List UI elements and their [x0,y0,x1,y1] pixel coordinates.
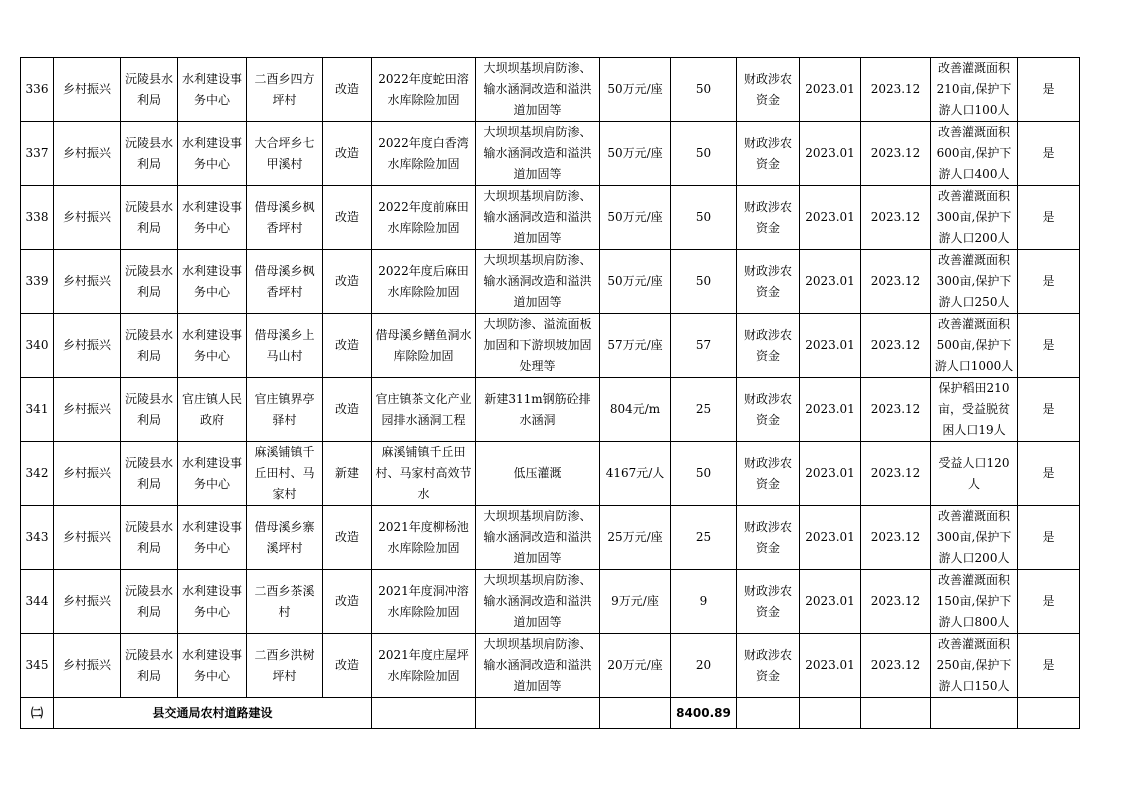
row-number-cell: 343 [21,506,54,570]
benefit-cell: 改善灌溉面积150亩,保护下游人口800人 [931,570,1018,634]
construction-type-cell: 改造 [323,122,372,186]
department-cell: 沅陵县水利局 [121,186,178,250]
fund-amount-cell: 50 [671,58,737,122]
department-cell: 沅陵县水利局 [121,570,178,634]
fund-amount-cell: 50 [671,186,737,250]
implementing-unit-cell: 水利建设事务中心 [178,122,247,186]
row-number-cell: 344 [21,570,54,634]
category-cell: 乡村振兴 [54,506,121,570]
implementing-unit-cell: 官庄镇人民政府 [178,378,247,442]
subsidy-standard-cell: 4167元/人 [600,442,671,506]
fund-amount-cell: 57 [671,314,737,378]
start-date-cell: 2023.01 [800,634,861,698]
section-empty-cell [372,698,476,729]
department-cell: 沅陵县水利局 [121,58,178,122]
implementing-unit-cell: 水利建设事务中心 [178,58,247,122]
table-row [21,378,1080,442]
location-cell: 二酉乡洪树坪村 [247,634,323,698]
table-row [21,250,1080,314]
location-cell: 二酉乡四方坪村 [247,58,323,122]
location-cell: 借母溪乡枫香坪村 [247,250,323,314]
fund-amount-cell: 25 [671,506,737,570]
section-empty-cell [476,698,600,729]
category-cell: 乡村振兴 [54,58,121,122]
construction-type-cell: 改造 [323,186,372,250]
end-date-cell: 2023.12 [861,506,931,570]
fund-source-cell: 财政涉农资金 [737,250,800,314]
row-number-cell: 338 [21,186,54,250]
location-cell: 官庄镇界亭驿村 [247,378,323,442]
department-cell: 沅陵县水利局 [121,506,178,570]
benefit-cell: 改善灌溉面积300亩,保护下游人口250人 [931,250,1018,314]
flag-cell: 是 [1018,314,1080,378]
project-name-cell: 2021年度洞冲溶水库除险加固 [372,570,476,634]
subsidy-standard-cell: 9万元/座 [600,570,671,634]
row-number-cell: 345 [21,634,54,698]
subsidy-standard-cell: 50万元/座 [600,186,671,250]
fund-amount-cell: 50 [671,442,737,506]
construction-content-cell: 大坝坝基坝肩防渗、输水涵洞改造和溢洪道加固等 [476,122,600,186]
department-cell: 沅陵县水利局 [121,634,178,698]
end-date-cell: 2023.12 [861,58,931,122]
subsidy-standard-cell: 50万元/座 [600,250,671,314]
table-row [21,122,1080,186]
section-row [21,698,1080,729]
fund-source-cell: 财政涉农资金 [737,378,800,442]
location-cell: 借母溪乡寨溪坪村 [247,506,323,570]
construction-content-cell: 大坝坝基坝肩防渗、输水涵洞改造和溢洪道加固等 [476,186,600,250]
flag-cell: 是 [1018,442,1080,506]
location-cell: 二酉乡茶溪村 [247,570,323,634]
row-number-cell: 339 [21,250,54,314]
section-empty-cell [931,698,1018,729]
table-row [21,442,1080,506]
subsidy-standard-cell: 25万元/座 [600,506,671,570]
row-number-cell: 337 [21,122,54,186]
fund-amount-cell: 50 [671,250,737,314]
construction-type-cell: 改造 [323,634,372,698]
project-table [20,57,1080,729]
section-empty-cell [800,698,861,729]
project-name-cell: 2022年度蛇田溶水库除险加固 [372,58,476,122]
end-date-cell: 2023.12 [861,378,931,442]
category-cell: 乡村振兴 [54,634,121,698]
location-cell: 大合坪乡七甲溪村 [247,122,323,186]
project-name-cell: 2021年度庄屋坪水库除险加固 [372,634,476,698]
flag-cell: 是 [1018,570,1080,634]
construction-content-cell: 大坝坝基坝肩防渗、输水涵洞改造和溢洪道加固等 [476,58,600,122]
section-body [21,698,1080,729]
fund-amount-cell: 25 [671,378,737,442]
section-empty-cell [1018,698,1080,729]
fund-amount-cell: 50 [671,122,737,186]
category-cell: 乡村振兴 [54,570,121,634]
construction-type-cell: 改造 [323,570,372,634]
end-date-cell: 2023.12 [861,186,931,250]
fund-source-cell: 财政涉农资金 [737,122,800,186]
flag-cell: 是 [1018,634,1080,698]
construction-content-cell: 大坝坝基坝肩防渗、输水涵洞改造和溢洪道加固等 [476,634,600,698]
flag-cell: 是 [1018,122,1080,186]
construction-type-cell: 改造 [323,58,372,122]
location-cell: 借母溪乡枫香坪村 [247,186,323,250]
benefit-cell: 改善灌溉面积300亩,保护下游人口200人 [931,186,1018,250]
project-name-cell: 2022年度前麻田水库除险加固 [372,186,476,250]
implementing-unit-cell: 水利建设事务中心 [178,250,247,314]
section-empty-cell [861,698,931,729]
construction-type-cell: 改造 [323,506,372,570]
benefit-cell: 改善灌溉面积250亩,保护下游人口150人 [931,634,1018,698]
start-date-cell: 2023.01 [800,506,861,570]
construction-content-cell: 大坝坝基坝肩防渗、输水涵洞改造和溢洪道加固等 [476,506,600,570]
project-name-cell: 2022年度白香湾水库除险加固 [372,122,476,186]
fund-source-cell: 财政涉农资金 [737,314,800,378]
construction-type-cell: 改造 [323,314,372,378]
implementing-unit-cell: 水利建设事务中心 [178,442,247,506]
section-empty-cell [600,698,671,729]
location-cell: 借母溪乡上马山村 [247,314,323,378]
fund-source-cell: 财政涉农资金 [737,186,800,250]
table-row [21,506,1080,570]
row-number-cell: 341 [21,378,54,442]
subsidy-standard-cell: 804元/m [600,378,671,442]
construction-type-cell: 改造 [323,378,372,442]
implementing-unit-cell: 水利建设事务中心 [178,506,247,570]
flag-cell: 是 [1018,506,1080,570]
end-date-cell: 2023.12 [861,314,931,378]
end-date-cell: 2023.12 [861,122,931,186]
table-row [21,186,1080,250]
table-row [21,58,1080,122]
benefit-cell: 改善灌溉面积300亩,保护下游人口200人 [931,506,1018,570]
benefit-cell: 改善灌溉面积500亩,保护下游人口1000人 [931,314,1018,378]
project-name-cell: 官庄镇茶文化产业园排水涵洞工程 [372,378,476,442]
section-title: 县交通局农村道路建设 [54,698,372,729]
department-cell: 沅陵县水利局 [121,122,178,186]
department-cell: 沅陵县水利局 [121,442,178,506]
department-cell: 沅陵县水利局 [121,314,178,378]
row-number-cell: 336 [21,58,54,122]
construction-content-cell: 大坝坝基坝肩防渗、输水涵洞改造和溢洪道加固等 [476,250,600,314]
category-cell: 乡村振兴 [54,314,121,378]
implementing-unit-cell: 水利建设事务中心 [178,186,247,250]
category-cell: 乡村振兴 [54,186,121,250]
fund-source-cell: 财政涉农资金 [737,634,800,698]
end-date-cell: 2023.12 [861,634,931,698]
construction-content-cell: 大坝防渗、溢流面板加固和下游坝坡加固处理等 [476,314,600,378]
category-cell: 乡村振兴 [54,122,121,186]
start-date-cell: 2023.01 [800,378,861,442]
table-row [21,314,1080,378]
section-amount: 8400.89 [671,698,737,729]
start-date-cell: 2023.01 [800,570,861,634]
benefit-cell: 改善灌溉面积210亩,保护下游人口100人 [931,58,1018,122]
start-date-cell: 2023.01 [800,314,861,378]
construction-type-cell: 改造 [323,250,372,314]
subsidy-standard-cell: 50万元/座 [600,58,671,122]
section-marker: ㈡ [21,698,54,729]
table-row [21,634,1080,698]
fund-source-cell: 财政涉农资金 [737,570,800,634]
category-cell: 乡村振兴 [54,442,121,506]
location-cell: 麻溪铺镇千丘田村、马家村 [247,442,323,506]
end-date-cell: 2023.12 [861,442,931,506]
project-name-cell: 2021年度柳杨池水库除险加固 [372,506,476,570]
fund-source-cell: 财政涉农资金 [737,442,800,506]
flag-cell: 是 [1018,250,1080,314]
benefit-cell: 改善灌溉面积600亩,保护下游人口400人 [931,122,1018,186]
category-cell: 乡村振兴 [54,250,121,314]
category-cell: 乡村振兴 [54,378,121,442]
project-name-cell: 麻溪铺镇千丘田村、马家村高效节水 [372,442,476,506]
fund-source-cell: 财政涉农资金 [737,506,800,570]
table-row [21,570,1080,634]
start-date-cell: 2023.01 [800,250,861,314]
flag-cell: 是 [1018,378,1080,442]
department-cell: 沅陵县水利局 [121,378,178,442]
construction-type-cell: 新建 [323,442,372,506]
subsidy-standard-cell: 57万元/座 [600,314,671,378]
project-name-cell: 借母溪乡鳝鱼洞水库除险加固 [372,314,476,378]
benefit-cell: 保护稻田210亩，受益脱贫困人口19人 [931,378,1018,442]
start-date-cell: 2023.01 [800,58,861,122]
implementing-unit-cell: 水利建设事务中心 [178,570,247,634]
row-number-cell: 342 [21,442,54,506]
department-cell: 沅陵县水利局 [121,250,178,314]
table-body [21,58,1080,698]
subsidy-standard-cell: 20万元/座 [600,634,671,698]
start-date-cell: 2023.01 [800,186,861,250]
fund-amount-cell: 20 [671,634,737,698]
construction-content-cell: 大坝坝基坝肩防渗、输水涵洞改造和溢洪道加固等 [476,570,600,634]
implementing-unit-cell: 水利建设事务中心 [178,314,247,378]
flag-cell: 是 [1018,186,1080,250]
project-name-cell: 2022年度后麻田水库除险加固 [372,250,476,314]
benefit-cell: 受益人口120人 [931,442,1018,506]
flag-cell: 是 [1018,58,1080,122]
start-date-cell: 2023.01 [800,442,861,506]
fund-source-cell: 财政涉农资金 [737,58,800,122]
fund-amount-cell: 9 [671,570,737,634]
section-empty-cell [737,698,800,729]
implementing-unit-cell: 水利建设事务中心 [178,634,247,698]
row-number-cell: 340 [21,314,54,378]
construction-content-cell: 新建311m钢筋砼排水涵洞 [476,378,600,442]
end-date-cell: 2023.12 [861,250,931,314]
end-date-cell: 2023.12 [861,570,931,634]
subsidy-standard-cell: 50万元/座 [600,122,671,186]
start-date-cell: 2023.01 [800,122,861,186]
construction-content-cell: 低压灌溉 [476,442,600,506]
